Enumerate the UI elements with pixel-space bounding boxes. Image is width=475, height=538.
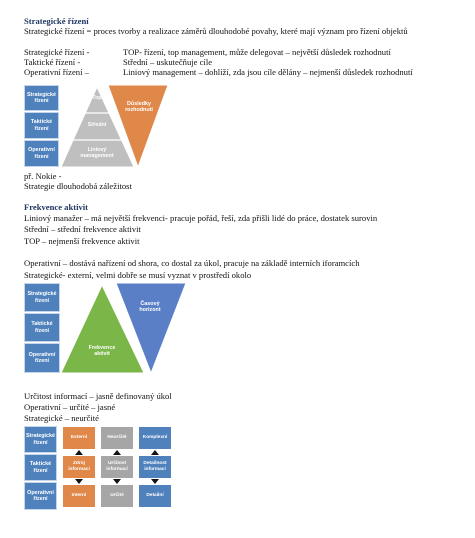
- level-operative: Operativní řízení: [24, 140, 59, 167]
- tri-bottom-label: Liniový management: [80, 147, 114, 160]
- note-nokia: př. Nokie -: [24, 171, 62, 181]
- inv-label: Důsledky rozhodnutí: [125, 101, 153, 114]
- tri-label: Frekvence aktivit: [88, 345, 116, 358]
- row-desc-2: Střední – uskutečňuje cíle: [123, 57, 213, 67]
- freq-line-3: TOP – nejmenší frekvence aktivit: [24, 236, 140, 246]
- arrow-up-icon: [113, 450, 121, 455]
- cell-uncertain: Neurčité: [101, 427, 133, 449]
- freq-line-1: Liniový manažer – má největší frekvenci- pracuje pořád, řeší, zda přišli lidé do práce, dostatek surovin: [24, 213, 378, 223]
- figure-activity-frequency: [24, 283, 189, 373]
- arrow-up-icon: [75, 450, 83, 455]
- row-desc-1: TOP- řízení, top management, může delegovat – největší důsledek rozhodnutí: [123, 47, 391, 57]
- tri-mid-label: Střední: [87, 122, 107, 128]
- row-desc-3: Liniový management – dohlíží, zda jsou cíle dělány – nejmenší důsledek rozhodnutí: [123, 67, 413, 77]
- level-tactical: Taktické řízení: [24, 454, 57, 481]
- level-strategic: Strategické řízení: [24, 283, 60, 312]
- certainty-line-1: Určitost informací – jasně definovaný úkol: [24, 391, 172, 401]
- certainty-line-3: Strategické – neurčité: [24, 413, 99, 423]
- arrow-down-icon: [151, 479, 159, 484]
- certainty-line-2: Operativní – určité – jasné: [24, 402, 116, 412]
- row-term-2: Taktické řízení -: [24, 57, 81, 67]
- arrow-up-icon: [151, 450, 159, 455]
- inv-label: Časový horizont: [139, 301, 161, 314]
- arrow-down-icon: [75, 479, 83, 484]
- level-operative: Operativní řízení: [24, 343, 60, 373]
- row-term-1: Strategické řízení -: [24, 47, 90, 57]
- level-strategic: Strategické řízení: [24, 426, 57, 453]
- note-strategy: Strategie dlouhodobá záležitost: [24, 181, 132, 191]
- figure-information-matrix: [24, 426, 174, 510]
- cell-detail-level: Detailnost informací: [139, 456, 171, 478]
- arrow-down-icon: [113, 479, 121, 484]
- cell-detailed: Detailní: [139, 485, 171, 507]
- strategic-line: Strategické- externí, velmi dobře se musí vyznat v prostředí okolo: [24, 270, 252, 280]
- cell-source: Zdroj informací: [63, 456, 95, 478]
- section-title-frequency: Frekvence aktivit: [24, 202, 89, 212]
- tri-top-label: Top: [92, 95, 102, 101]
- section-title-strategic: Strategické řízení: [24, 16, 89, 26]
- freq-line-2: Střední – střední frekvence aktivit: [24, 224, 141, 234]
- cell-certainty: Určitost informací: [101, 456, 133, 478]
- triangles-graphic: [24, 283, 189, 373]
- arrows-graphic: [24, 426, 174, 510]
- level-tactical: Taktické řízení: [24, 313, 60, 342]
- operative-line: Operativní – dostává nařízení od shora, co dostal za úkol, pracuje na základě interních iforamcích: [24, 258, 360, 268]
- cell-certain: Určité: [101, 485, 133, 507]
- cell-external: Externí: [63, 427, 95, 449]
- level-tactical: Taktické řízení: [24, 112, 59, 139]
- cell-complex: Komplexní: [139, 427, 171, 449]
- figure-decision-consequences: [24, 85, 174, 167]
- definition-text: Strategické řízení = proces tvorby a realizace záměrů dlouhodobé povahy, které mají význam pro řízení objektů: [24, 26, 408, 36]
- level-strategic: Strategické řízení: [24, 85, 59, 111]
- cell-internal: Interní: [63, 485, 95, 507]
- level-operative: Operativní řízení: [24, 482, 57, 510]
- row-term-3: Operativní řízení –: [24, 67, 89, 77]
